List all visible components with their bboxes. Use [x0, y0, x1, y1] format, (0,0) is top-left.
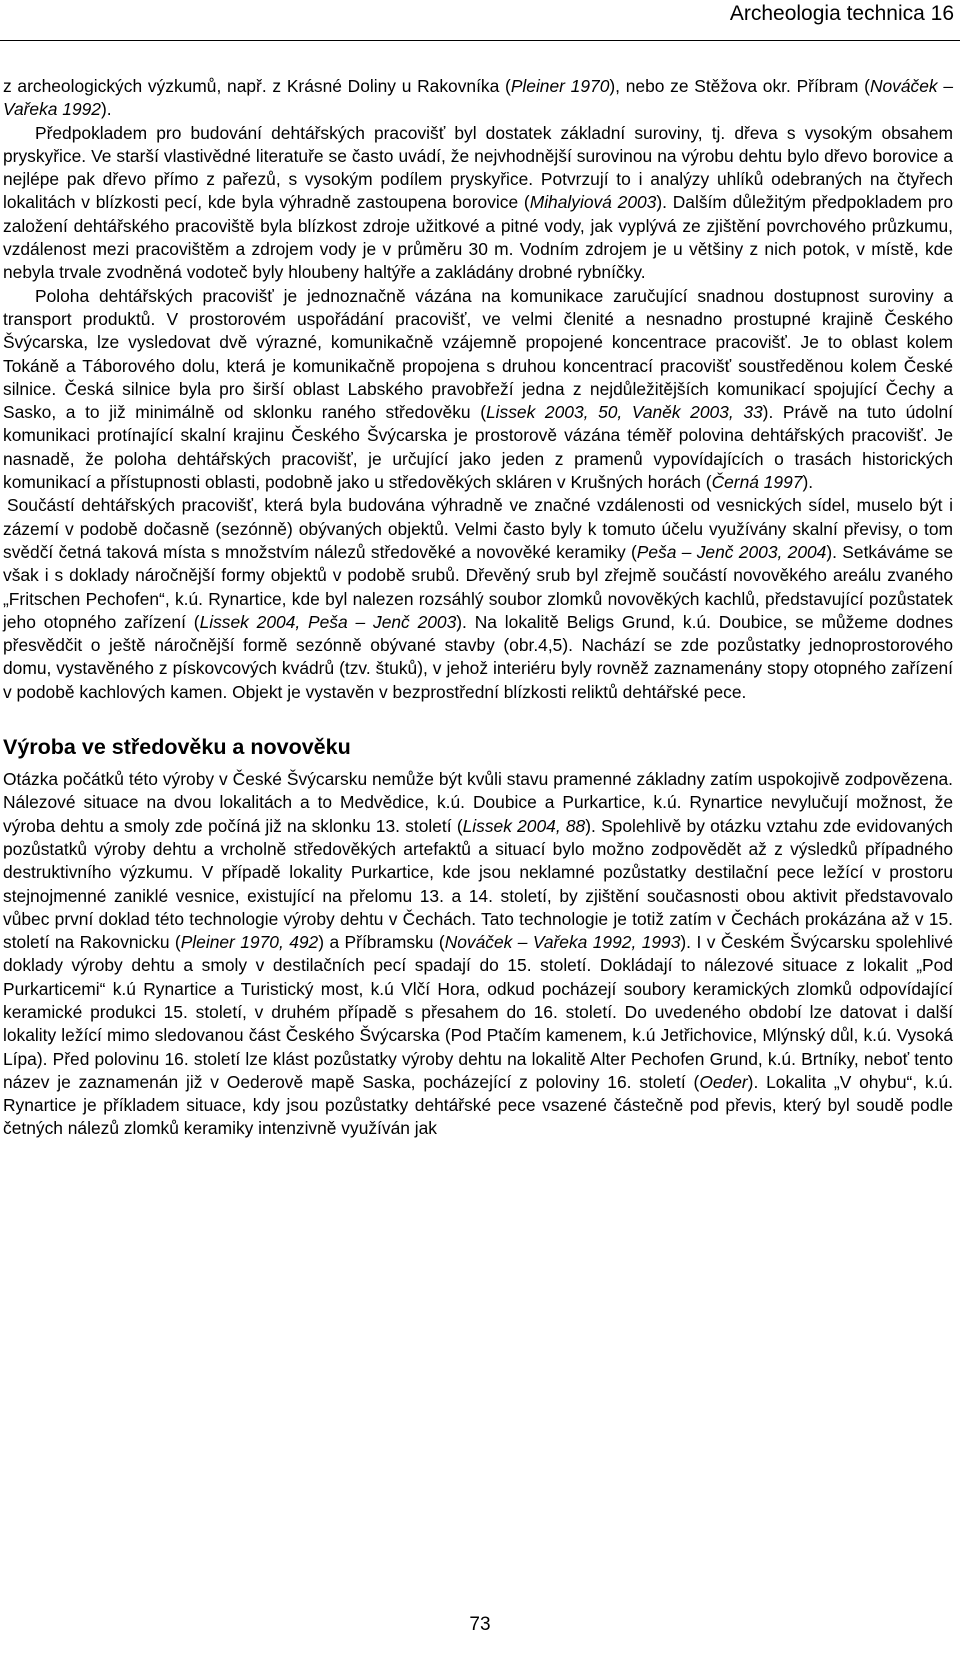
- text-run: Součástí dehtářských pracovišť, která byla budována výhradně ve značné vzdálenosti od vesnických sídel, muselo být i zázemí v podobě dočasně (sezónně) obývaných objektů. Velmi často byly k tomuto účelu využívány skalní převisy, o tom svědčí četná taková místa s množstvím nálezů středověké a novověké keramiky (: [3, 495, 953, 562]
- text-run: ) a Příbramsku (: [318, 932, 445, 953]
- running-header: [0, 0, 960, 41]
- paragraph-dwellings: [3, 494, 953, 704]
- text-run: ). Právě na tuto údolní komunikaci protínající skalní krajinu Českého Švýcarska je prostorově vázána téměř polovina dehtářských pracovišť. Je nasnadě, že poloha dehtářských pracovišť, je určující jako jeden z pramenů vypovídajících o trasách historických komunikací a přístupnosti oblasti, podobně jako u středověkých skláren v Krušných horách (: [3, 402, 953, 493]
- text-run: ). Spolehlivě by otázku vztahu zde evidovaných pozůstatků výroby dehtu a vrcholně středověkých artefaktů a situací bylo možno zodpovědět až z výsledků případného destruktivního výzkumu. V případě lokality Purkartice, kde jsou neklamné pozůstatky destilační pece ležící v prostoru stejnojmenné zaniklé vesnice, existující na přelomu 13. a 14. století, by zjištění současnosti obou aktivit představovalo vůbec první doklad této technologie výroby dehtu v Čechách. Tato technologie je totiž zatím v Čechách prokázána až v 15. století na Rakovnicku (: [3, 815, 953, 953]
- article-body: [3, 75, 953, 1141]
- citation: Nováček – Vařeka 1992, 1993: [444, 932, 681, 953]
- citation: Lissek 2004, Peša – Jenč 2003: [199, 611, 457, 632]
- text-run: ). I v Českém Švýcarsku spolehlivé doklady výroby dehtu a smoly v destilačních pecí spadají do 15. století. Dokládají to nálezové situace z lokalit „Pod Purkarticemi“ k.ú Rynartice a Turistický most, k.ú Vlčí Hora, odkud pocházejí soubory keramických zlomků odpovídající keramické produkci 15. století, v druhém případě s přesahem do 16. století. Do uvedeného období lze datovat i další lokality ležící mimo sledovanou část Českého Švýcarska (Pod Ptačím kamenem, k.ú Jetřichovice, Mlýnský důl, k.ú. Vysoká Lípa). Před polovinu 16. století lze klást pozůstatky výroby dehtu na lokalitě Alter Pechofen Grund, k.ú. Brtníky, neboť tento název je zaznamenán již v Oederově mapě Saska, pocházející z poloviny 16. století (: [3, 932, 954, 1092]
- page-number: 73: [469, 1614, 491, 1635]
- citation: Nováček – Vařeka 1992: [3, 76, 954, 120]
- citation: Oeder: [699, 1071, 748, 1092]
- citation: Pleiner 1970: [510, 76, 610, 96]
- text-run: ). Na lokalitě Beligs Grund, k.ú. Doubice, se můžeme dodnes přesvědčit o ještě náročnější formě sezónně obývané stavby (obr.4,5). Nachází se zde pozůstatky jednoprostorového domu, vystavěného z pískovcových kvádrů (tzv. štuků), v jehož interiéru byly rovněž zaznamenány stopy otopného zařízení v podobě kachlových kamen. Objekt je vystavěn v bezprostřední blízkosti reliktů dehtářské pece.: [3, 611, 954, 702]
- citation: Černá 1997: [711, 472, 803, 493]
- text-run: ).: [802, 472, 814, 493]
- paragraph-raw-material: [3, 122, 953, 285]
- text-run: Předpokladem pro budování dehtářských pracovišť byl dostatek základní suroviny, tj. dřeva s vysokým obsahem pryskyřice. Ve starší vlastivědné literatuře se často uvádí, že nejvhodnější surovinou na výrobu dehtu bylo dřevo borovice a nejlépe pak dřevo přímo z pařezů, s vysokým podílem pryskyřice. Potvrzují to i analýzy uhlíků odebraných na čtyřech lokalitách v blízkosti pecí, kde byla výhradně zastoupena borovice (: [3, 122, 953, 213]
- paragraph-medieval-production: [3, 768, 953, 1141]
- journal-title: Archeologia technica 16: [729, 2, 954, 25]
- citation: Pleiner 1970, 492: [180, 932, 319, 953]
- text-run: ).: [100, 99, 112, 120]
- text-run: ). Lokalita „V ohybu“, k.ú. Rynartice je příkladem situace, kdy jsou pozůstatky dehtářské pece vsazené částečně pod převis, který byl soudě podle četných nálezů zlomků keramiky intenzivně využíván jak: [3, 1071, 953, 1139]
- text-run: Otázka počátků této výroby v České Švýcarsku nemůže být kvůli stavu pramenné základny zatím uspokojivě zodpovězena. Nálezové situace na dvou lokalitách a to Medvědice, k.ú. Doubice a Purkartice, k.ú. Rynartice nevylučují možnost, že výroba dehtu a smoly zde počíná již na sklonku 13. století (: [3, 769, 953, 836]
- citation: Peša – Jenč 2003, 2004: [636, 541, 827, 562]
- citation: Lissek 2004, 88: [462, 815, 586, 836]
- paragraph-communications: [3, 285, 953, 495]
- citation: Mihalyiová 2003: [529, 192, 657, 213]
- text-run: z archeologických výzkumů, např. z Krásné Doliny u Rakovníka (: [3, 76, 511, 96]
- citation: Lissek 2003, 50, Vaněk 2003, 33: [486, 402, 763, 423]
- text-run: ). Dalším důležitým předpokladem pro založení dehtářského pracoviště byla blízkost zdroje užitkové a pitné vody, jak vyplývá ze zjištění povrchového průzkumu, vzdálenost mezi pracovištěm a zdrojem vody je v průměru 30 m. Vodním zdrojem je u většiny z nich potok, v místě, kde nebyla trvale zvodněná vodoteč byly hloubeny haltýře a zakládány drobné rybníčky.: [3, 192, 954, 283]
- text-run: ). Setkáváme se však i s doklady náročnější formy objektů v podobě srubů. Dřevěný srub byl zřejmě součástí novověkého areálu zvaného „Fritschen Pechofen“, k.ú. Rynartice, kde byl nalezen rozsáhlý soubor zlomků novověkých kachlů, představující pozůstatek jeho otopného zařízení (: [3, 541, 953, 632]
- section-heading: Výroba ve středověku a novověku: [3, 735, 351, 760]
- text-run: Poloha dehtářských pracovišť je jednoznačně vázána na komunikace zaručující snadnou dostupnost suroviny a transport produktů. V prostorovém uspořádání pracovišť, ve velmi členité a nesnadno prostupné krajině Českého Švýcarska, lze vysledovat dvě výrazné, komunikačně vzájemně propojené koncentrace pracovišť. Je to oblast kolem Tokáně a Táborového dolu, která je komunikačně propojena s druhou koncentrací pracovišť soustředěnou kolem České silnice. Česká silnice byla pro širší oblast Labského pravobřeží jedna z nejdůležitějších komunikací spojující Čechy a Sasko, a to již minimálně od sklonku raného středověku (: [3, 285, 953, 423]
- paragraph-continuation: [3, 75, 953, 122]
- text-run: ), nebo ze Stěžova okr. Příbram (: [609, 76, 870, 96]
